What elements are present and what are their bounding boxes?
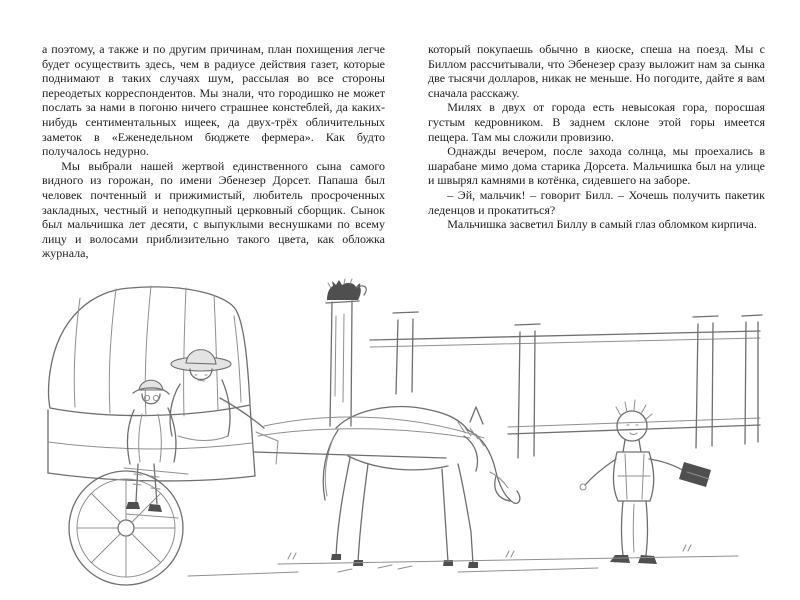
paragraph: Мы выбрали нашей жертвой единственного сына самого видного из горожан, по имени Эбенезер Дорсет. Папаша был человек почтенный и прижимистый, любитель просроченных закладных, честный и неподкупный церковный сборщик. Сынок был мальчишка лет десяти, с выпуклыми веснушками по всему лицу и волосами приблизительно такого цвета, как обложка журнала, (42, 158, 385, 261)
brick-icon (679, 462, 711, 487)
paragraph: который покупаешь обычно в киоске, спеша на поезд. Мы с Биллом рассчитывали, что Эбенезер сразу выложит нам за сынка две тысячи долларов, никак не меньше. Но погодите, дайте я вам сначала расскажу. (428, 42, 765, 100)
fence (326, 301, 762, 458)
paragraph: Милях в двух от города есть невысокая гора, поросшая густым кедровником. В заднем склоне этой горы имеется пещера. Там мы сложили провизию. (428, 100, 765, 144)
fence-post (326, 301, 359, 426)
left-page-text (42, 42, 385, 261)
kitten-on-post-icon (327, 279, 366, 300)
wagon-wheel (69, 471, 183, 585)
fence-post (693, 316, 718, 448)
paragraph: Мальчишка засветил Биллу в самый глаз обломком кирпича. (447, 217, 757, 232)
text-columns (42, 42, 765, 261)
book-illustration (38, 276, 764, 588)
covered-wagon (48, 286, 278, 481)
right-page-text (428, 42, 765, 261)
fence-post (393, 312, 418, 394)
horse (254, 407, 520, 568)
paragraph: – Эй, мальчик! – говорит Билл. – Хочешь получить пакетик леденцов и прокатиться? (428, 187, 765, 217)
fence-post (515, 324, 540, 458)
pencil-sketch-svg (38, 276, 764, 588)
boy-figure (580, 400, 686, 564)
paragraph: Однажды вечером, после захода солнца, мы проехались в шарабане мимо дома старика Дорсета. Мальчишка был на улице и швырял камнями в котёнка, сидевшего на заборе. (428, 144, 765, 188)
paragraph: а поэтому, а также и по другим причинам, план похищения легче будет осуществить здесь, чем в радиусе действия газет, которые поднимают в таких случаях шум, рассылая во все стороны переодетых корреспондентов. Мы знали, что городишко не может послать за нами в погоню ничего страшнее констеблей, да каких-нибудь сентиментальных ищеек, да двух-трёх обличительных заметок в «Еженедельном бюджете фермера». Как будто получалось недурно. (42, 42, 385, 159)
